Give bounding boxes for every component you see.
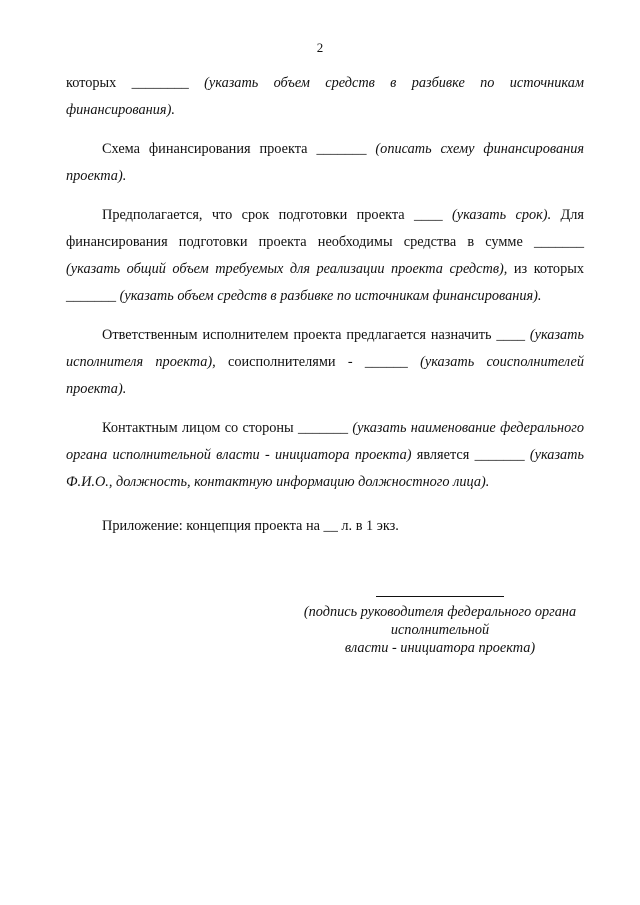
fill-blank: ____ bbox=[414, 207, 443, 223]
paragraph-funding-scheme bbox=[66, 136, 584, 190]
fill-blank: _______ bbox=[316, 141, 367, 157]
paragraph-preparation-term bbox=[66, 202, 584, 310]
text: из которых bbox=[507, 261, 584, 277]
fill-blank: _______ bbox=[66, 288, 117, 304]
text: Предполагается, что срок подготовки проекта bbox=[102, 207, 414, 223]
instruction-text: (указать общий объем требуемых для реализации проекта средств), bbox=[66, 261, 508, 277]
text: л. в 1 экз. bbox=[337, 518, 399, 534]
signature-line bbox=[376, 596, 504, 597]
signature-caption-line: власти - инициатора проекта) bbox=[344, 640, 536, 656]
paragraph-funding-sources bbox=[66, 70, 584, 124]
instruction-text: (описать схему финансирования проекта). bbox=[66, 141, 584, 184]
text: является bbox=[411, 447, 475, 463]
instruction-text: (указать объем средств в разбивке по источникам финансирования). bbox=[116, 288, 542, 304]
fill-blank: __ bbox=[323, 518, 338, 534]
text: Ответственным исполнителем проекта предлагается назначить bbox=[102, 327, 497, 343]
text: Контактным лицом со стороны bbox=[102, 420, 298, 436]
instruction-text: (указать наименование федерального органа исполнительной власти - инициатора проекта) bbox=[66, 420, 584, 463]
instruction-text: (указать исполнителя проекта), bbox=[66, 327, 585, 370]
instruction-text: (указать срок). bbox=[442, 207, 552, 223]
instruction-text: (указать Ф.И.О., должность, контактную информацию должностного лица). bbox=[66, 447, 585, 490]
text: Приложение: концепция проекта на bbox=[102, 518, 324, 534]
paragraph-executors bbox=[66, 322, 584, 403]
text: которых bbox=[66, 75, 132, 91]
fill-blank: _______ bbox=[297, 420, 349, 436]
instruction-text: (указать соисполнителей проекта). bbox=[66, 354, 584, 397]
document-body bbox=[66, 70, 584, 508]
fill-blank: ________ bbox=[131, 75, 189, 91]
instruction-text: (указать объем средств в разбивке по источникам финансирования). bbox=[66, 75, 584, 118]
signature-caption-line: (подпись руководителя федерального органа bbox=[303, 604, 577, 620]
fill-blank: _______ bbox=[474, 447, 525, 463]
signature-caption bbox=[290, 603, 590, 657]
text: Для финансирования подготовки проекта необходимы средства в сумме bbox=[66, 207, 584, 250]
paragraph-contact-person bbox=[66, 415, 584, 496]
page-number: 2 bbox=[316, 40, 324, 55]
text: соисполнителями - bbox=[215, 354, 365, 370]
fill-blank: ____ bbox=[496, 327, 525, 343]
fill-blank: ______ bbox=[364, 354, 408, 370]
text: Схема финансирования проекта bbox=[102, 141, 317, 157]
fill-blank: _______ bbox=[533, 234, 584, 250]
attachment-line bbox=[102, 513, 399, 540]
signature-caption-line: исполнительной bbox=[390, 622, 490, 638]
